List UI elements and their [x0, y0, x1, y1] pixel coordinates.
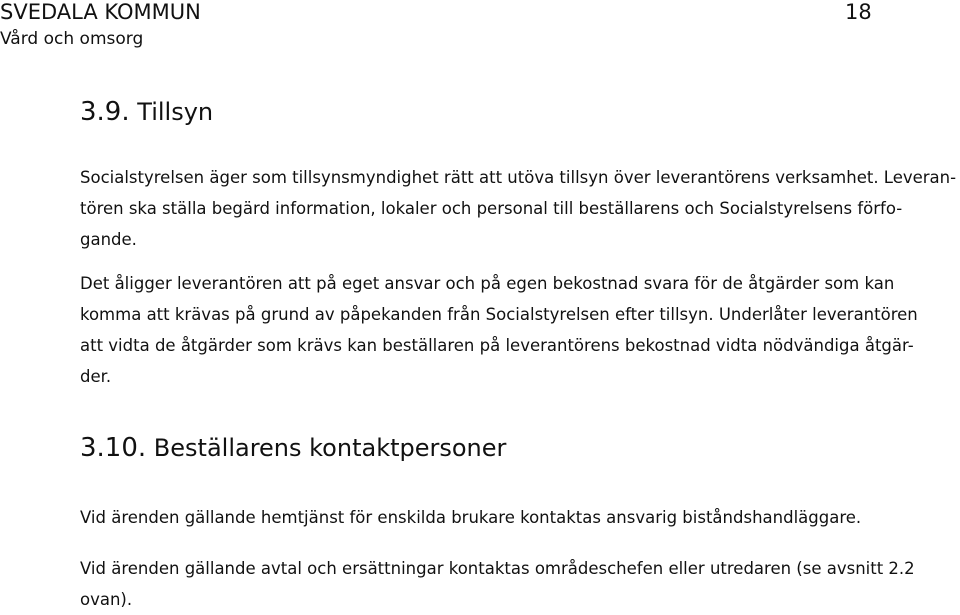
- paragraph-tillsyn-1: [80, 162, 960, 255]
- department-name: Vård och omsorg: [0, 29, 144, 49]
- text-line: komma att krävas på grund av påpekanden från Socialstyrelsen efter tillsyn. Underlåter leverantören: [80, 305, 918, 324]
- text-line: Det åligger leverantören att på eget ansvar och på egen bekostnad svara för de åtgärder som kan: [80, 274, 895, 293]
- text-line: ovan).: [80, 590, 133, 609]
- section-number: 3.9.: [80, 97, 130, 127]
- text-line: Vid ärenden gällande avtal och ersättningar kontaktas områdeschefen eller utredaren (se avsnitt 2.2: [80, 559, 915, 578]
- text-line: tören ska ställa begärd information, lokaler och personal till beställarens och Socialstyrelsens förfo-: [80, 199, 903, 218]
- organization-name: SVEDALA KOMMUN: [0, 0, 201, 24]
- text-line: gande.: [80, 230, 137, 249]
- text-line: der.: [80, 367, 112, 386]
- section-heading-kontaktpersoner: [80, 433, 506, 463]
- section-title: Tillsyn: [137, 98, 214, 126]
- paragraph-kontakt-1: [80, 502, 960, 533]
- section-heading-tillsyn: [80, 97, 213, 127]
- text-line: att vidta de åtgärder som krävs kan beställaren på leverantörens bekostnad vidta nödvändiga åtgär-: [80, 336, 914, 355]
- text-line: Vid ärenden gällande hemtjänst för enskilda brukare kontaktas ansvarig biståndshandläggare.: [80, 508, 862, 527]
- section-number: 3.10.: [80, 433, 147, 463]
- page-number: 18: [845, 0, 872, 24]
- paragraph-kontakt-2: [80, 553, 960, 615]
- paragraph-tillsyn-2: [80, 268, 960, 392]
- text-line: Socialstyrelsen äger som tillsynsmyndighet rätt att utöva tillsyn över leverantörens verksamhet. Leveran-: [80, 168, 957, 187]
- section-title: Beställarens kontaktpersoner: [153, 434, 507, 462]
